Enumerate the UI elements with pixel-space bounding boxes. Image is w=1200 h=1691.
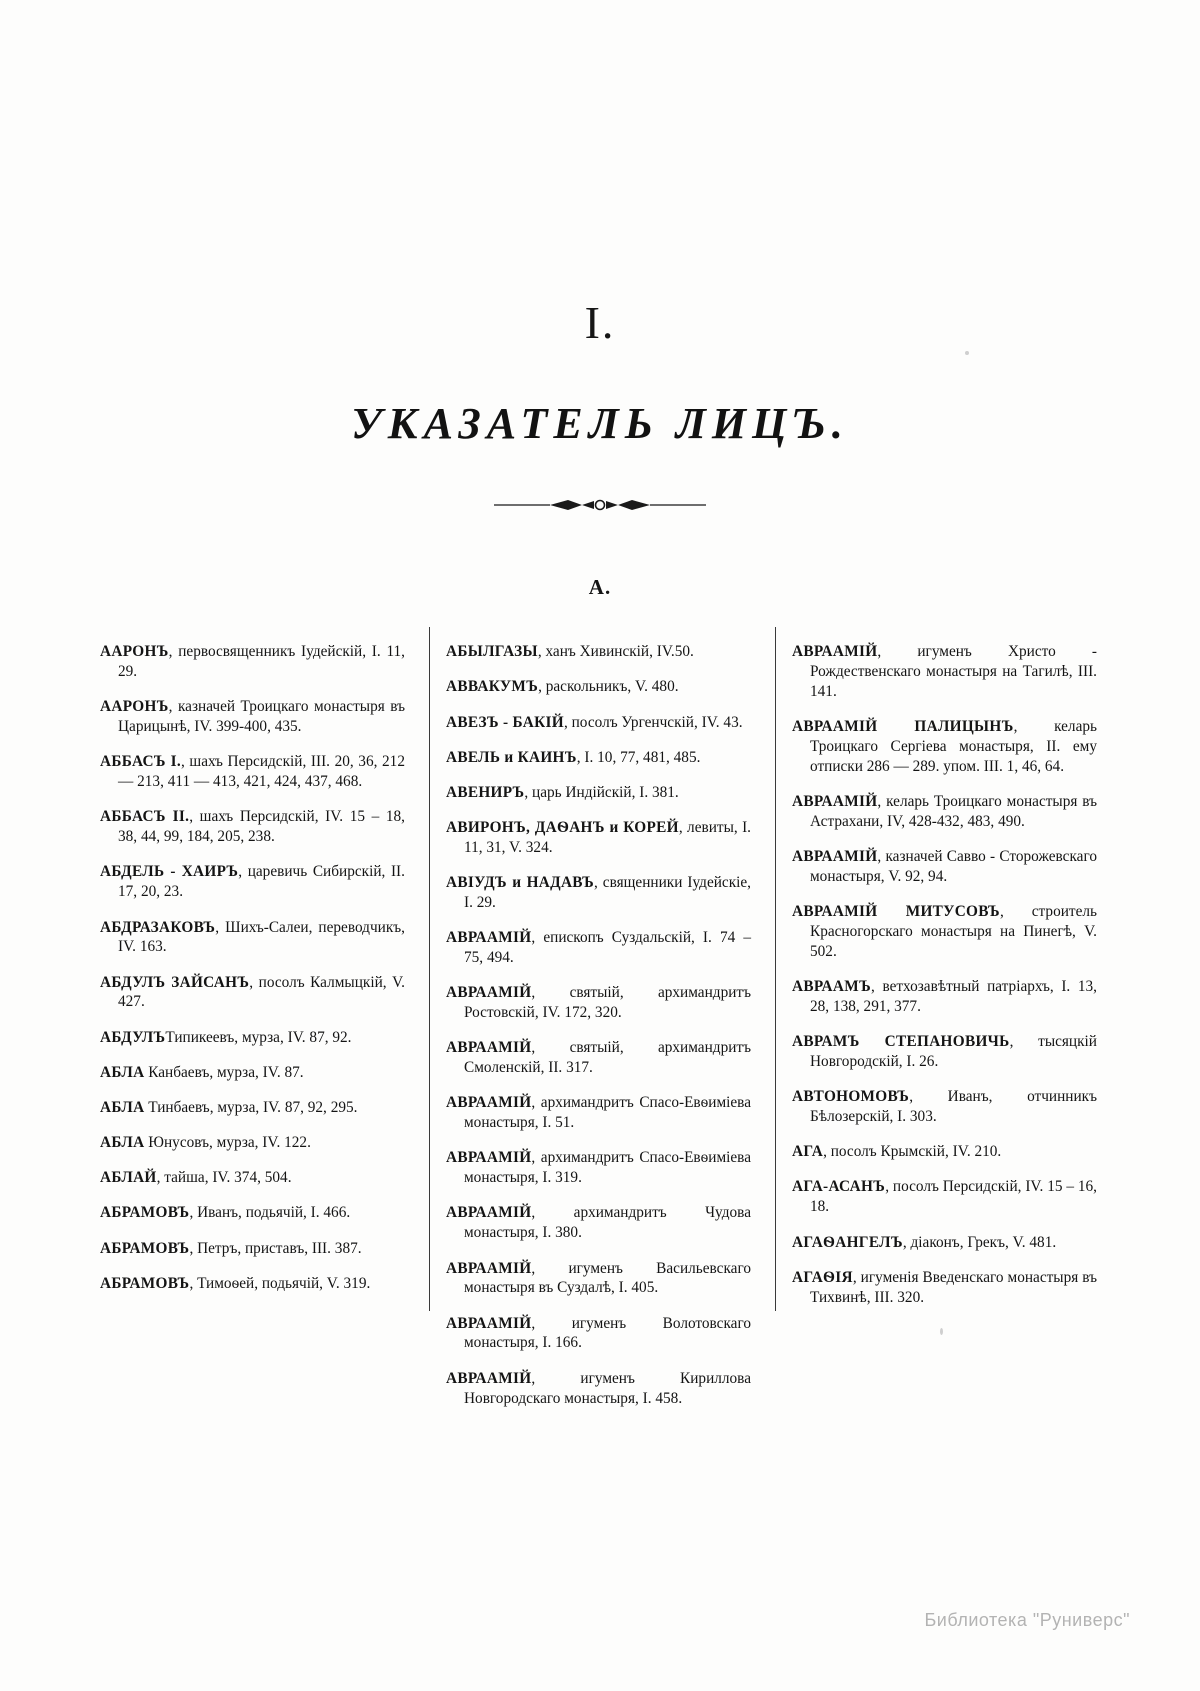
index-entry-references: , казначей Савво - Сторожевскаго монастыря, V. 92, 94. [810,848,1097,886]
index-entry [792,1233,1097,1253]
index-entry-references: , игуменія Введенскаго монастыря въ Тихвинѣ, III. 320. [810,1268,1097,1306]
index-entry-references: Канбаевъ, мурза, IV. 87. [144,1063,304,1081]
index-entry-headword: АВВАКУМЪ [446,678,539,696]
page-speck [965,351,969,355]
index-entry [100,752,405,792]
index-entry-references: , игуменъ Христо - Рождественскаго монастыря на Тагилѣ, III. 141. [810,643,1097,701]
index-entry-headword: АБДЕЛЬ - ХАИРЪ [100,863,239,881]
index-entry-headword: АВРАМЪ СТЕПАНОВИЧЬ [792,1033,1010,1051]
index-entry [446,818,751,858]
index-entry-headword: АВРААМІЙ [446,929,532,947]
page-title: УКАЗАТЕЛЬ ЛИЦЪ. [351,399,849,448]
index-entry [100,862,405,902]
index-entry-headword: АГА [792,1143,824,1161]
index-entry-references: , игуменъ Кириллова Новгородскаго монастыря, I. 458. [464,1369,751,1407]
index-entry [446,1259,751,1299]
index-entry [446,983,751,1023]
index-entry-headword: АВІУДЪ и НАДАВЪ [446,874,594,892]
index-entry [446,783,751,803]
index-entry-headword: АВЕНИРЪ [446,783,525,801]
index-entry-references: , святыій, архимандритъ Ростовскій, IV. 172, 320. [464,984,751,1022]
divider-ornament-icon [0,496,1200,518]
index-entry [792,1142,1097,1162]
index-entry [100,807,405,847]
index-entry [100,1203,405,1223]
index-entry-headword: АБДУЛЪ ЗАЙСАНЪ [100,973,250,991]
index-entry [100,1028,405,1048]
index-entry [100,973,405,1013]
index-entry-headword: АВРААМІЙ [446,1094,532,1112]
index-entry [446,928,751,968]
index-entry [100,1098,405,1118]
index-entry-references: , тысяцкій Новгородскій, I. 26. [810,1033,1097,1071]
index-entry [446,1093,751,1133]
index-entry-headword: АБЫЛГАЗЫ [446,643,538,661]
index-entry-references: , игуменъ Васильевскаго монастыря въ Суздалѣ, I. 405. [464,1259,751,1297]
index-column-1 [100,627,413,1317]
index-entry-references: , Иванъ, отчинникъ Бѣлозерскій, I. 303. [810,1088,1097,1126]
index-entry-references: , Иванъ, подьячій, I. 466. [189,1204,351,1222]
index-entry-references: , Шихъ-Салеи, переводчикъ, IV. 163. [118,918,405,956]
index-entry [446,873,751,913]
index-entry [100,1063,405,1083]
index-entry-references: , епископъ Суздальскій, I. 74 – 75, 494. [464,929,751,967]
index-entry [792,1268,1097,1308]
index-entry-references: , I. 10, 77, 481, 485. [576,748,701,766]
index-entry-headword: АВРААМІЙ [446,1204,532,1222]
index-entry-references: , игуменъ Волотовскаго монастыря, I. 166. [464,1314,751,1352]
index-entry-references: , архимандритъ Спасо-Евѳиміева монастыря, I. 51. [464,1094,751,1132]
index-entry-headword: АВРААМІЙ ПАЛИЦЫНЪ [792,718,1014,736]
index-entry [100,1168,405,1188]
library-watermark: Библиотека "Руниверс" [924,1610,1130,1630]
index-entry-references: , казначей Троицкаго монастыря въ Царицынѣ, IV. 399-400, 435. [118,698,405,736]
index-entry [792,1087,1097,1127]
index-entry-references: , раскольникъ, V. 480. [538,678,679,696]
index-entry-headword: АВРААМІЙ [446,1039,532,1057]
index-entry-references: , тайша, IV. 374, 504. [156,1169,292,1187]
index-entry [100,642,405,682]
index-entry-headword: АВРААМІЙ [446,1149,532,1167]
index-columns [100,627,1105,1407]
index-entry-headword: АГАѲАНГЕЛЪ [792,1233,903,1251]
index-entry [100,1133,405,1153]
index-entry [792,902,1097,962]
index-entry-references: , святыій, архимандритъ Смоленскій, II. 317. [464,1039,751,1077]
index-entry-references: Юнусовъ, мурза, IV. 122. [144,1134,311,1152]
index-entry-references: , строитель Красногорскаго монастыря на Пинегѣ, V. 502. [810,903,1097,960]
index-entry-headword: АВРААМЪ [792,978,871,996]
column-divider [429,627,430,1311]
letter-section-heading: А. [588,575,612,599]
index-entry-references: , шахъ Персидскій, IV. 15 – 18, 38, 44, 99, 184, 205, 238. [118,808,405,846]
index-entry [100,1274,405,1294]
index-entry-references: , посолъ Персидскій, IV. 15 – 16, 18. [810,1178,1097,1216]
page-speck [940,1328,943,1335]
index-entry [446,677,751,697]
index-entry [446,713,751,733]
section-number: I. [584,297,616,348]
column-divider [775,627,776,1311]
index-entry-references: Тинбаевъ, мурза, IV. 87, 92, 295. [144,1098,358,1116]
index-entry-headword: АВЕЛЬ и КАИНЪ [446,748,577,766]
index-entry [446,748,751,768]
index-entry-references: , архимандритъ Чудова монастыря, I. 380. [464,1204,751,1242]
index-entry [446,1314,751,1354]
index-entry-headword: АБРАМОВЪ [100,1204,190,1222]
index-entry-headword: АВРААМІЙ [446,1369,532,1387]
index-entry-references: , посолъ Ургенчскій, IV. 43. [563,713,743,731]
index-entry-references: , левиты, I. 11, 31, V. 324. [464,819,751,857]
index-column-3 [792,627,1105,1317]
index-entry-references: , священники Іудейскіе, I. 29. [464,874,751,912]
index-entry [100,918,405,958]
index-entry-references: , посолъ Калмыцкій, V. 427. [118,973,406,1011]
index-entry-headword: АБРАМОВЪ [100,1239,190,1257]
index-entry [446,1203,751,1243]
index-entry-headword: АББАСЪ II. [100,808,190,826]
index-entry-headword: АВЕЗЪ - БАКІЙ [446,713,564,731]
index-entry [792,977,1097,1017]
index-entry [792,1177,1097,1217]
index-entry-headword: АБЛА [100,1134,145,1152]
index-entry-headword: АГАѲІЯ [792,1268,853,1286]
index-entry-headword: АВРААМІЙ [446,984,532,1002]
index-entry-references: , посолъ Крымскій, IV. 210. [823,1143,1002,1161]
index-entry [446,1369,751,1409]
index-entry [792,642,1097,702]
index-entry-references: Типикеевъ, мурза, IV. 87, 92. [165,1028,352,1046]
index-entry-headword: АВИРОНЪ, ДАѲАНЪ и КОРЕЙ [446,819,679,837]
index-entry-references: , ветхозавѣтный патріархъ, I. 13, 28, 138, 291, 377. [810,978,1097,1016]
index-entry-references: , первосвященникъ Іудейскій, I. 11, 29. [118,643,405,681]
index-entry-headword: АВРААМІЙ [446,1259,532,1277]
index-entry-references: , ханъ Хивинскій, IV.50. [537,643,694,661]
index-column-2 [446,627,759,1407]
index-entry-references: , царевичь Сибирскій, II. 17, 20, 23. [118,863,405,901]
index-entry [792,847,1097,887]
index-entry-headword: ААРОНЪ [100,698,169,716]
index-entry [446,1148,751,1188]
index-entry-headword: АВРААМІЙ [446,1314,532,1332]
index-entry-references: , царь Индійскій, I. 381. [524,783,679,801]
index-entry [792,1032,1097,1072]
index-entry-references: , архимандритъ Спасо-Евѳиміева монастыря, I. 319. [464,1149,751,1187]
index-entry-references: , шахъ Персидскій, III. 20, 36, 212 — 213, 411 — 413, 421, 424, 437, 468. [118,753,405,791]
index-entry [792,792,1097,832]
index-entry-headword: АБРАМОВЪ [100,1274,190,1292]
index-entry-headword: АВТОНОМОВЪ [792,1088,910,1106]
index-entry-headword: АВРААМІЙ МИТУСОВЪ [792,903,1000,921]
index-entry-references: , діаконъ, Грекъ, V. 481. [902,1233,1057,1251]
index-entry-headword: ААРОНЪ [100,643,169,661]
index-entry [446,1038,751,1078]
index-entry-references: , Петръ, приставъ, III. 387. [189,1239,362,1257]
index-entry-headword: АБДУЛЪ [100,1028,166,1046]
index-entry-headword: АГА-АСАНЪ [792,1178,886,1196]
index-entry-headword: АБДРАЗАКОВЪ [100,918,216,936]
index-entry [100,1239,405,1259]
index-entry-headword: АВРААМІЙ [792,643,878,661]
index-entry-headword: АВРААМІЙ [792,793,878,811]
index-entry [446,642,751,662]
index-entry-headword: АББАСЪ I. [100,753,181,771]
index-entry [792,717,1097,777]
index-entry-references: , келарь Троицкаго Сергіева монастыря, II. ему отписки 286 — 289. упом. III. 1, 46, 64. [810,718,1097,775]
index-entry [100,697,405,737]
index-entry-references: , келарь Троицкаго монастыря въ Астрахани, IV, 428-432, 483, 490. [810,793,1097,831]
index-entry-headword: АБЛАЙ [100,1169,157,1187]
index-entry-headword: АВРААМІЙ [792,848,878,866]
index-entry-headword: АБЛА [100,1063,145,1081]
index-entry-headword: АБЛА [100,1098,145,1116]
index-entry-references: , Тимоѳей, подьячій, V. 319. [189,1274,371,1292]
